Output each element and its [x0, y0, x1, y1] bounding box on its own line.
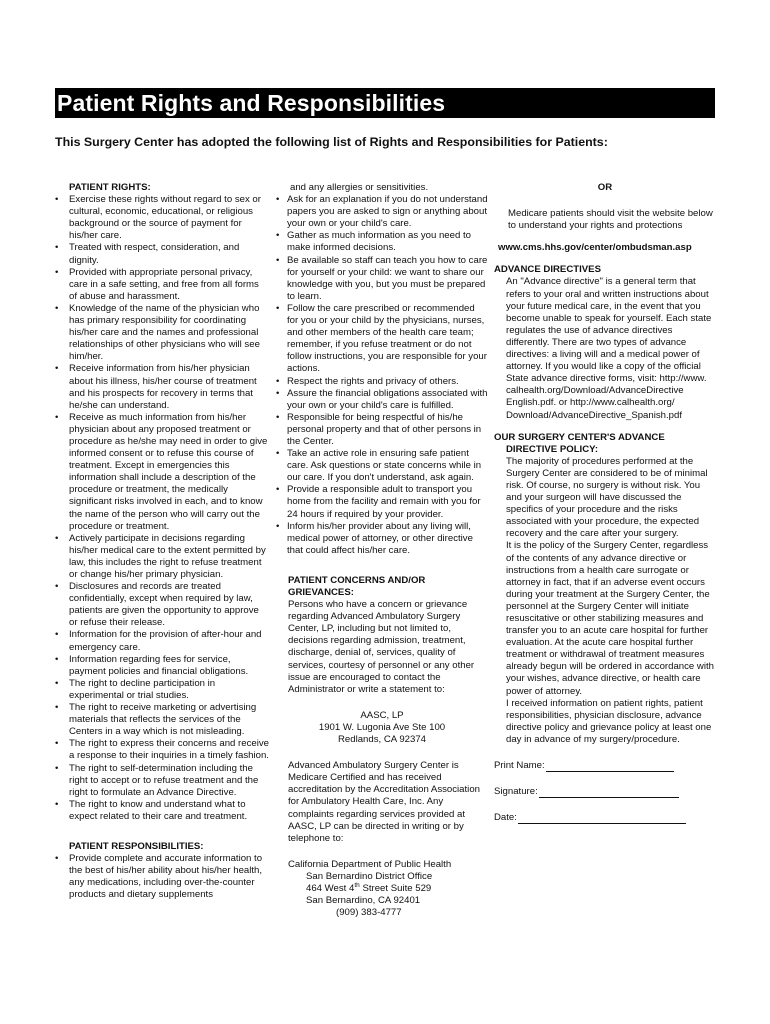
patient-responsibilities-list-start — [55, 853, 269, 901]
medicare-url: www.cms.hhs.gov/center/ombudsman.asp — [498, 242, 692, 254]
address-line: Redlands, CA 92374 — [337, 734, 426, 746]
patient-rights-heading: PATIENT RIGHTS: — [69, 182, 151, 193]
date-field[interactable] — [494, 812, 716, 824]
list-item: • Provide complete and accurate information to the best of his/her ability about his/her health, any medications, including over-the-counter products and dietary supplements — [55, 853, 269, 901]
list-item: • Provide a responsible adult to transport you home from the facility and remain with you for 24 hours if required by your provider. — [276, 484, 488, 520]
list-item: • Be available so staff can teach you how to care for yourself or your child: we want to share our knowledge with you, but you must be prepared to learn. — [276, 255, 488, 303]
policy-heading-line1: OUR SURGERY CENTER'S ADVANCE — [494, 431, 665, 443]
acknowledgement-text: I received information on patient rights, patient responsibilities, physician disclosure, advance directive policy and grievance policy at least one day in advance of my surgery/procedure. — [506, 697, 712, 745]
or-label: OR — [597, 182, 613, 193]
page-title: Patient Rights and Responsibilities — [55, 88, 715, 118]
policy-heading-line2: DIRECTIVE POLICY: — [506, 443, 599, 455]
address-line: California Department of Public Health — [288, 858, 452, 870]
list-item: • Assure the financial obligations associated with your own or your child's care is fulfilled. — [276, 388, 488, 412]
column-right — [494, 182, 716, 824]
column-middle — [276, 182, 488, 919]
patient-responsibilities-heading: PATIENT RESPONSIBILITIES: — [69, 840, 204, 852]
address-line: 1901 W. Lugonia Ave Ste 100 — [318, 721, 446, 733]
print-name-label: Print Name: — [494, 760, 545, 772]
list-item: • Exercise these rights without regard to sex or cultural, economic, educational, or religious background or the source of payment for his/her care. — [55, 194, 269, 242]
list-item: • Provided with appropriate personal privacy, care in a safe setting, and free from all forms of abuse and harassment. — [55, 267, 269, 303]
list-item: • Receive as much information from his/her physician about any proposed treatment or procedure as he/she may need in order to give informed consent or to refuse this course of treatment. Except in emergencies this information shall include a description of the procedure or treatment, the medically significant risks involved in each, and to know the name of the person who will carry out the procedure or treatment. — [55, 412, 269, 533]
signature-line[interactable] — [539, 788, 679, 798]
address-line: (909) 383-4777 — [336, 907, 402, 919]
concerns-heading-line2: GRIEVANCES: — [288, 587, 354, 598]
list-item: • Receive information from his/her physician about his illness, his/her course of treatment and his prospects for recovery in terms that he/she can understand. — [55, 363, 269, 411]
address-line: AASC, LP — [360, 709, 404, 721]
date-label: Date: — [494, 812, 517, 824]
list-item: • Responsible for being respectful of his/he personal property and that of other persons in the Center. — [276, 412, 488, 448]
patient-rights-list — [55, 194, 269, 823]
list-item: • Treated with respect, consideration, and dignity. — [55, 242, 269, 266]
list-item: • The right to decline participation in experimental or trial studies. — [55, 678, 269, 702]
cdph-address — [276, 859, 488, 919]
concerns-heading-line1: PATIENT CONCERNS AND/OR — [288, 574, 426, 586]
list-item: • Inform his/her provider about any living will, medical power of attorney, or other directive that could affect his/her care. — [276, 521, 488, 557]
address-line: San Bernardino, CA 92401 — [306, 895, 421, 907]
list-item: • The right to self-determination including the right to accept or to refuse treatment and the right to formulate an Advance Directive. — [55, 763, 269, 799]
list-item: • The right to know and understand what to expect related to their care and treatment. — [55, 799, 269, 823]
list-item: • Knowledge of the name of the physician who has primary responsibility for coordinating his/her care and the names and professional relationships of other physicians who will see him/her. — [55, 303, 269, 363]
patient-responsibilities-list — [276, 194, 488, 557]
accreditation-text: Advanced Ambulatory Surgery Center is Medicare Certified and has received accreditation by the Accreditation Association for Ambulatory Health Care, Inc. Any complaints regarding services provided at AASC, LP can be directed in writing or by telephone to: — [288, 760, 480, 844]
concerns-text: Persons who have a concern or grievance regarding Advanced Ambulatory Surgery Center, LP, including but not limited to, decisions regarding admission, treatment, discharge, denial of, services, quality of services, courtesy of personnel or any other issue are encouraged to contact the Administrator or write a statement to: — [288, 599, 475, 695]
aasc-address — [276, 710, 488, 746]
advance-directives-heading: ADVANCE DIRECTIVES — [494, 264, 601, 276]
list-item: • Take an active role in ensuring safe patient care. Ask questions or state concerns while in our care. If you don't understand, ask again. — [276, 448, 488, 484]
list-item: • Information regarding fees for service, payment policies and financial obligations. — [55, 654, 269, 678]
policy-paragraph: It is the policy of the Surgery Center, regardless of the contents of any advance directive or instructions from a health care surrogate or attorney in fact, that if an adverse event occurs during your treatment at the Surgery Center, the personnel at the Surgery Center will initiate resuscitative or other stabilizing measures and transfer you to an acute care hospital for further evaluation. At the acute care hospital further treatment or withdrawal of treatment measures already begun will be ordered in accordance with your wishes, advance directive, or health care power of attorney. — [506, 540, 714, 697]
list-item: • The right to express their concerns and receive a response to their inquiries in a timely fashion. — [55, 738, 269, 762]
page-subtitle: This Surgery Center has adopted the following list of Rights and Responsibilities for Patients: — [55, 135, 608, 149]
list-item: • Follow the care prescribed or recommended for you or your child by the physicians, nurses, and other members of the health care team; remember, if you refuse treatment or do not follow instructions, you are responsible for your actions. — [276, 303, 488, 376]
print-name-line[interactable] — [546, 762, 674, 772]
medicare-text: Medicare patients should visit the website below to understand your rights and protections — [508, 208, 713, 232]
address-line: San Bernardino District Office — [306, 870, 433, 882]
list-item: • Respect the rights and privacy of others. — [276, 376, 488, 388]
policy-paragraph: The majority of procedures performed at the Surgery Center are considered to be of minimal risk. Of course, no surgery is without risk. You and your surgeon will have discussed the specifics of your procedure and the risks associated with your procedure, the expected recovery and the care after your surgery. — [506, 455, 708, 540]
date-line[interactable] — [518, 814, 686, 824]
print-name-field[interactable] — [494, 760, 716, 772]
list-item: • Information for the provision of after-hour and emergency care. — [55, 629, 269, 653]
signature-field[interactable] — [494, 786, 716, 798]
list-item: • Ask for an explanation if you do not understand papers you are asked to sign or anything about your own or your child's care. — [276, 194, 488, 230]
advance-directives-text: An "Advance directive" is a general term that refers to your oral and written instructions about your future medical care, in the event that you become unable to speak for yourself. Each state regulates the use of advance directives differently. There are two types of advance directives: a living will and a medical power of attorney. If you would like a copy of the official State advance directive forms, visit: http://www. calhealth.org/Download/AdvanceDirective English.pdf. or http://www.calhealth.org/ Download/AdvanceDirective_Spanish.pdf — [506, 276, 712, 421]
signature-label: Signature: — [494, 786, 538, 798]
responsibility-continued: and any allergies or sensitivities. — [290, 182, 429, 193]
list-item: • The right to receive marketing or advertising materials that reflects the services of the Centers in a way which is not misleading. — [55, 702, 269, 738]
address-line: 464 West 4th Street Suite 529 — [306, 881, 432, 894]
column-left — [55, 182, 269, 901]
list-item: • Actively participate in decisions regarding his/her medical care to the extent permitted by law, this includes the right to refuse treatment or change his/her primary physician. — [55, 533, 269, 581]
list-item: • Disclosures and records are treated confidentially, except when required by law, patients are given the opportunity to approve or refuse their release. — [55, 581, 269, 629]
list-item: • Gather as much information as you need to make informed decisions. — [276, 230, 488, 254]
